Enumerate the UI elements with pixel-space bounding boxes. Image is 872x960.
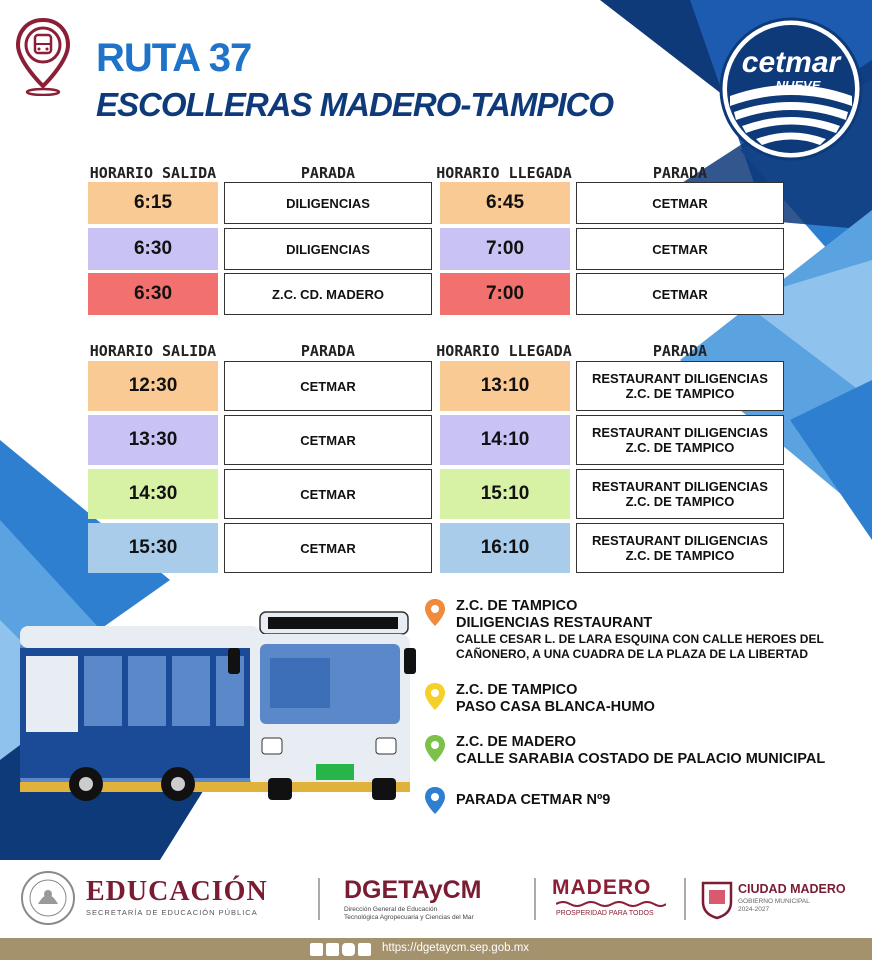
divider [318,878,320,920]
t2-row3-departure: 14:30 [88,469,218,519]
instagram-icon[interactable] [342,943,355,956]
t1-row1-arrival: 6:45 [440,182,570,224]
t2-row2-arrival-stop [576,415,784,465]
t1-row2-arrival: 7:00 [440,228,570,270]
route-name: ESCOLLERAS MADERO-TAMPICO [96,86,614,123]
stop-1-detail-2: CAÑONERO, A UNA CUADRA DE LA PLAZA DE LA LIBERTAD [456,647,808,661]
t2-row2-departure: 13:30 [88,415,218,465]
twitter-icon[interactable] [326,943,339,956]
t2-row3-arrival: 15:10 [440,469,570,519]
t2-header-arrival: HORARIO LLEGADA [436,342,572,360]
madero-wave-icon [556,900,666,908]
bus-illustration [10,598,430,808]
bus-location-pin-icon [12,16,74,96]
stop-2-line1: Z.C. DE TAMPICO [456,682,578,698]
green-pin-icon [424,734,446,764]
route-number: RUTA 37 [96,36,252,80]
education-logo-title: EDUCACIÓN [86,876,268,907]
t2-row3-arrival-stop-line2: Z.C. DE TAMPICO [625,494,735,509]
madero-logo-title: MADERO [552,876,652,899]
t2-row3-departure-stop: CETMAR [224,469,432,519]
t2-row1-departure-stop: CETMAR [224,361,432,411]
education-logo-subtitle: SECRETARÍA DE EDUCACIÓN PÚBLICA [86,908,258,917]
yellow-pin-icon [424,682,446,712]
cetmar-logo [716,14,866,164]
t1-header-stop: PARADA [300,164,356,182]
city-logo-subtitle [738,898,810,914]
t1-row3-departure: 6:30 [88,273,218,315]
facebook-icon[interactable] [310,943,323,956]
t2-row1-departure: 12:30 [88,361,218,411]
t2-row3-arrival-stop-line1: RESTAURANT DILIGENCIAS [592,479,768,494]
t1-row3-departure-stop: Z.C. CD. MADERO [224,273,432,315]
t2-header-stop-2: PARADA [652,342,708,360]
t2-row1-arrival: 13:10 [440,361,570,411]
t2-row4-arrival-stop [576,523,784,573]
t2-row4-departure: 15:30 [88,523,218,573]
city-logo-title: CIUDAD MADERO [738,882,846,896]
t2-header-stop: PARADA [300,342,356,360]
stop-4-line1: PARADA CETMAR Nº9 [456,792,611,808]
stop-2-line2: PASO CASA BLANCA-HUMO [456,699,655,715]
t2-row1-arrival-stop-line1: RESTAURANT DILIGENCIAS [592,371,768,386]
madero-logo-subtitle: PROSPERIDAD PARA TODOS [556,910,654,917]
stop-1-line2: DILIGENCIAS RESTAURANT [456,615,653,631]
dgetaycm-sub-line2: Tecnológica Agropecuaria y Ciencias del Mar [344,914,474,921]
t2-row2-arrival: 14:10 [440,415,570,465]
t2-row1-arrival-stop-line2: Z.C. DE TAMPICO [625,386,735,401]
city-sub-line2: 2024-2027 [738,906,770,913]
logo-text: cetmar [741,46,841,79]
t2-row1-arrival-stop [576,361,784,411]
city-shield-icon [700,880,734,920]
t1-row1-departure: 6:15 [88,182,218,224]
t1-row2-departure-stop: DILIGENCIAS [224,228,432,270]
national-seal-icon [20,870,76,926]
blue-pin-icon [424,786,446,816]
stop-1-line1: Z.C. DE TAMPICO [456,598,578,614]
t1-header-departure: HORARIO SALIDA [89,164,217,182]
t1-header-stop-2: PARADA [652,164,708,182]
t1-row2-arrival-stop: CETMAR [576,228,784,270]
t2-row4-arrival: 16:10 [440,523,570,573]
t1-row1-departure-stop: DILIGENCIAS [224,182,432,224]
t2-row4-departure-stop: CETMAR [224,523,432,573]
dgetaycm-logo-subtitle [344,906,474,922]
t1-row3-arrival: 7:00 [440,273,570,315]
website-link[interactable]: https://dgetaycm.sep.gob.mx [382,942,530,954]
footer-bar [0,938,872,960]
dgetaycm-sub-line1: Dirección General de Educación [344,906,438,913]
t2-row2-arrival-stop-line2: Z.C. DE TAMPICO [625,440,735,455]
t1-row1-arrival-stop: CETMAR [576,182,784,224]
t2-row2-departure-stop: CETMAR [224,415,432,465]
t2-row2-arrival-stop-line1: RESTAURANT DILIGENCIAS [592,425,768,440]
t2-header-departure: HORARIO SALIDA [89,342,217,360]
youtube-icon[interactable] [358,943,371,956]
city-sub-line1: GOBIERNO MUNICIPAL [738,898,810,905]
stop-3-line2: CALLE SARABIA COSTADO DE PALACIO MUNICIPAL [456,751,826,767]
footer-logos [0,860,872,930]
dgetaycm-logo-title: DGETAyCM [344,876,482,904]
t1-header-arrival: HORARIO LLEGADA [436,164,572,182]
t2-row4-arrival-stop-line2: Z.C. DE TAMPICO [625,548,735,563]
divider [684,878,686,920]
stop-3-line1: Z.C. DE MADERO [456,734,577,750]
divider [534,878,536,920]
t1-row2-departure: 6:30 [88,228,218,270]
stop-1-detail-1: CALLE CESAR L. DE LARA ESQUINA CON CALLE HEROES DEL [456,632,824,646]
logo-subtext: NUEVE [775,78,821,93]
t2-row3-arrival-stop [576,469,784,519]
t2-row4-arrival-stop-line1: RESTAURANT DILIGENCIAS [592,533,768,548]
orange-pin-icon [424,598,446,628]
t1-row3-arrival-stop: CETMAR [576,273,784,315]
